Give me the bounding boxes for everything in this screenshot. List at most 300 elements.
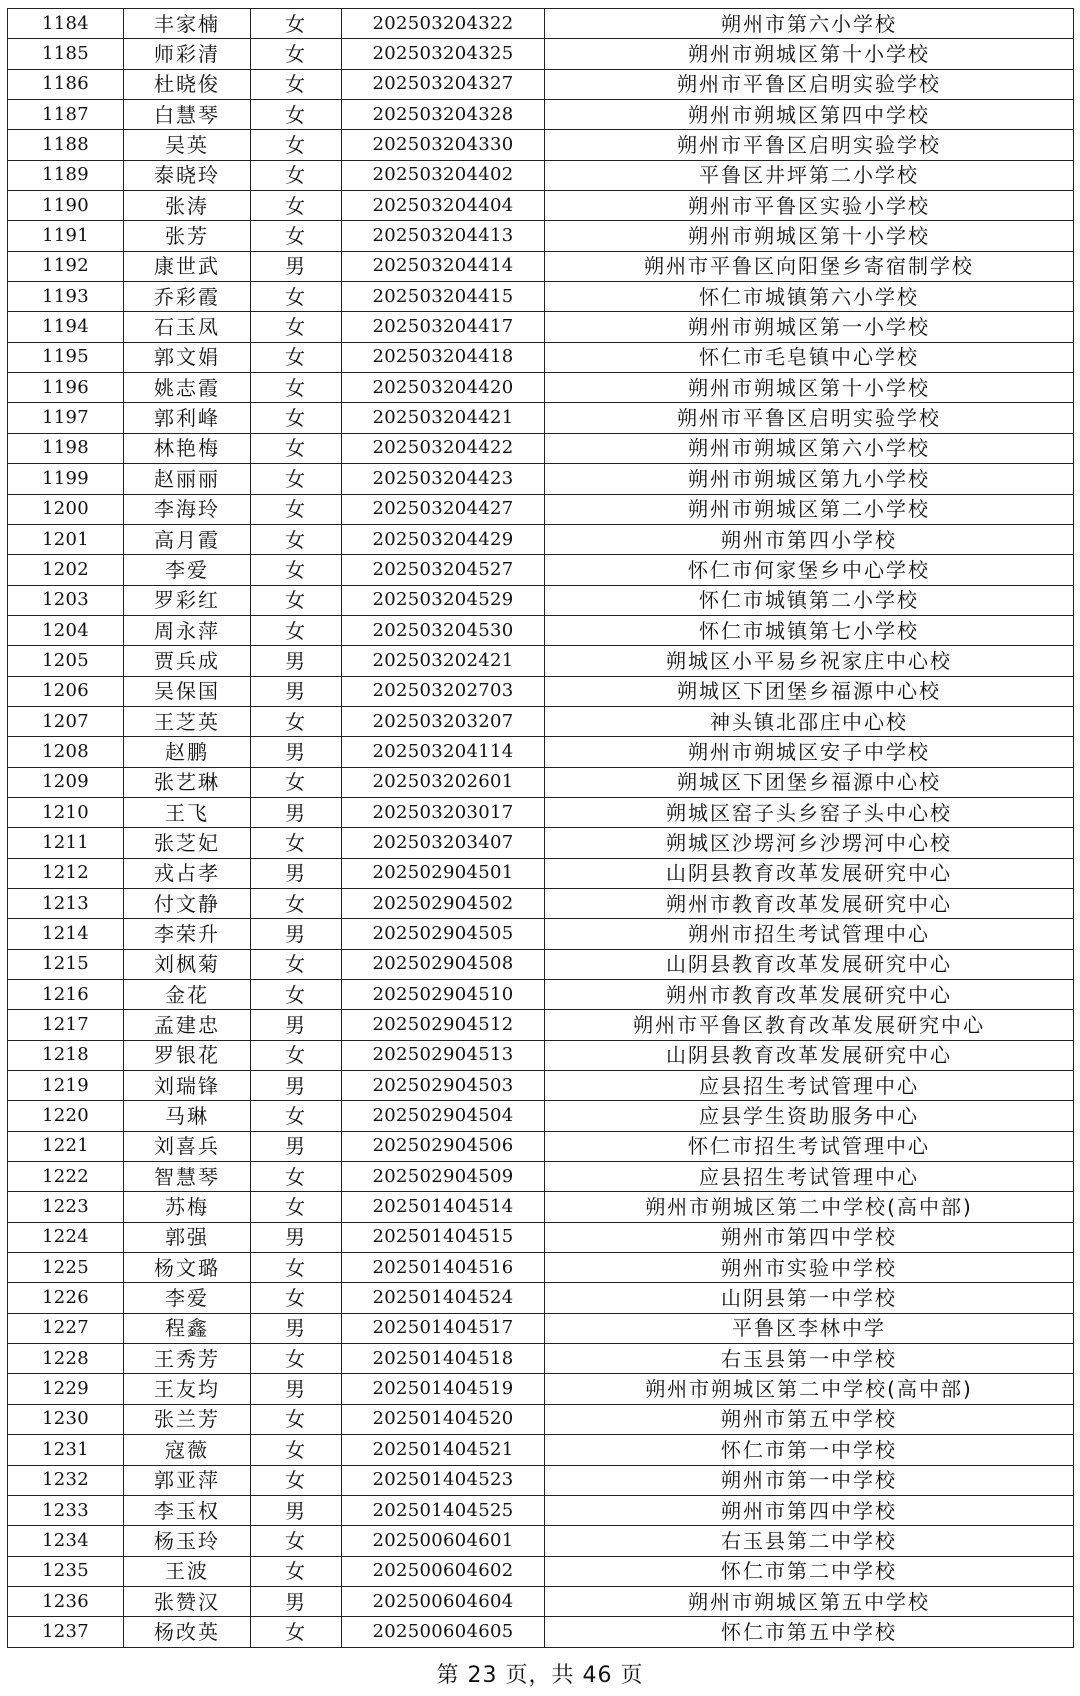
gender-cell: 男	[251, 251, 342, 281]
gender-cell: 女	[251, 282, 342, 312]
school-cell: 怀仁市第二中学校	[545, 1556, 1074, 1586]
row-number-cell: 1235	[8, 1556, 124, 1586]
name-cell: 金花	[124, 980, 251, 1010]
gender-cell: 女	[251, 403, 342, 433]
row-number-cell: 1236	[8, 1586, 124, 1616]
table-row	[8, 646, 1074, 676]
exam-id-cell: 202502904505	[342, 919, 545, 949]
school-cell: 平鲁区李林中学	[545, 1313, 1074, 1343]
row-number-cell: 1212	[8, 858, 124, 888]
name-cell: 师彩清	[124, 39, 251, 69]
gender-cell: 男	[251, 1313, 342, 1343]
name-cell: 王友均	[124, 1374, 251, 1404]
school-cell: 朔州市第四中学校	[545, 1222, 1074, 1252]
name-cell: 孟建忠	[124, 1010, 251, 1040]
row-number-cell: 1223	[8, 1192, 124, 1222]
name-cell: 郭强	[124, 1222, 251, 1252]
row-number-cell: 1188	[8, 130, 124, 160]
name-cell: 乔彩霞	[124, 282, 251, 312]
gender-cell: 女	[251, 69, 342, 99]
table-row	[8, 464, 1074, 494]
table-row	[8, 373, 1074, 403]
name-cell: 付文静	[124, 888, 251, 918]
exam-id-cell: 202502904501	[342, 858, 545, 888]
row-number-cell: 1189	[8, 160, 124, 190]
table-row	[8, 1253, 1074, 1283]
exam-id-cell: 202502904506	[342, 1131, 545, 1161]
school-cell: 应县招生考试管理中心	[545, 1162, 1074, 1192]
table-row	[8, 221, 1074, 251]
row-number-cell: 1201	[8, 524, 124, 554]
exam-id-cell: 202503204529	[342, 585, 545, 615]
school-cell: 朔州市朔城区第五中学校	[545, 1586, 1074, 1616]
table-row	[8, 1586, 1074, 1616]
school-cell: 朔州市第六小学校	[545, 9, 1074, 39]
gender-cell: 男	[251, 1495, 342, 1525]
table-row	[8, 1192, 1074, 1222]
row-number-cell: 1226	[8, 1283, 124, 1313]
school-cell: 朔州市第四小学校	[545, 524, 1074, 554]
school-cell: 朔州市朔城区第十小学校	[545, 373, 1074, 403]
exam-id-cell: 202501404518	[342, 1344, 545, 1374]
table-row	[8, 858, 1074, 888]
gender-cell: 女	[251, 1556, 342, 1586]
name-cell: 贾兵成	[124, 646, 251, 676]
school-cell: 朔州市朔城区第二小学校	[545, 494, 1074, 524]
row-number-cell: 1197	[8, 403, 124, 433]
table-row	[8, 342, 1074, 372]
row-number-cell: 1217	[8, 1010, 124, 1040]
row-number-cell: 1205	[8, 646, 124, 676]
gender-cell: 女	[251, 888, 342, 918]
gender-cell: 女	[251, 1344, 342, 1374]
exam-id-cell: 202503203017	[342, 797, 545, 827]
gender-cell: 女	[251, 312, 342, 342]
name-cell: 智慧琴	[124, 1162, 251, 1192]
name-cell: 杨改英	[124, 1617, 251, 1647]
school-cell: 朔州市朔城区第四中学校	[545, 100, 1074, 130]
gender-cell: 男	[251, 1010, 342, 1040]
gender-cell: 男	[251, 1071, 342, 1101]
exam-id-cell: 202501404525	[342, 1495, 545, 1525]
school-cell: 山阴县教育改革发展研究中心	[545, 858, 1074, 888]
row-number-cell: 1211	[8, 828, 124, 858]
table-row	[8, 433, 1074, 463]
exam-id-cell: 202503204327	[342, 69, 545, 99]
gender-cell: 女	[251, 342, 342, 372]
table-row	[8, 1131, 1074, 1161]
gender-cell: 女	[251, 524, 342, 554]
row-number-cell: 1198	[8, 433, 124, 463]
table-row	[8, 9, 1074, 39]
school-cell: 山阴县第一中学校	[545, 1283, 1074, 1313]
row-number-cell: 1194	[8, 312, 124, 342]
school-cell: 朔州市朔城区第六小学校	[545, 433, 1074, 463]
row-number-cell: 1196	[8, 373, 124, 403]
gender-cell: 女	[251, 1040, 342, 1070]
name-cell: 李海玲	[124, 494, 251, 524]
row-number-cell: 1218	[8, 1040, 124, 1070]
exam-id-cell: 202501404524	[342, 1283, 545, 1313]
gender-cell: 女	[251, 1465, 342, 1495]
school-cell: 朔州市朔城区第二中学校(高中部)	[545, 1374, 1074, 1404]
table-row	[8, 251, 1074, 281]
exam-id-cell: 202503204413	[342, 221, 545, 251]
school-cell: 朔州市实验中学校	[545, 1253, 1074, 1283]
table-row	[8, 69, 1074, 99]
gender-cell: 女	[251, 100, 342, 130]
table-row	[8, 949, 1074, 979]
school-cell: 朔州市平鲁区教育改革发展研究中心	[545, 1010, 1074, 1040]
exam-id-cell: 202501404523	[342, 1465, 545, 1495]
name-cell: 罗银花	[124, 1040, 251, 1070]
table-row	[8, 1101, 1074, 1131]
name-cell: 吴英	[124, 130, 251, 160]
school-cell: 怀仁市毛皂镇中心学校	[545, 342, 1074, 372]
exam-id-cell: 202502904504	[342, 1101, 545, 1131]
table-row	[8, 1404, 1074, 1434]
gender-cell: 女	[251, 464, 342, 494]
exam-id-cell: 202500604602	[342, 1556, 545, 1586]
row-number-cell: 1199	[8, 464, 124, 494]
name-cell: 赵丽丽	[124, 464, 251, 494]
school-cell: 朔州市平鲁区向阳堡乡寄宿制学校	[545, 251, 1074, 281]
row-number-cell: 1185	[8, 39, 124, 69]
table-row	[8, 1435, 1074, 1465]
table-row	[8, 1162, 1074, 1192]
exam-id-cell: 202500604604	[342, 1586, 545, 1616]
gender-cell: 女	[251, 1253, 342, 1283]
school-cell: 朔州市平鲁区启明实验学校	[545, 403, 1074, 433]
school-cell: 怀仁市招生考试管理中心	[545, 1131, 1074, 1161]
gender-cell: 男	[251, 646, 342, 676]
gender-cell: 女	[251, 585, 342, 615]
name-cell: 杜晓俊	[124, 69, 251, 99]
exam-id-cell: 202503204415	[342, 282, 545, 312]
gender-cell: 女	[251, 949, 342, 979]
gender-cell: 男	[251, 1374, 342, 1404]
name-cell: 苏梅	[124, 1192, 251, 1222]
gender-cell: 女	[251, 191, 342, 221]
exam-id-cell: 202503202421	[342, 646, 545, 676]
exam-id-cell: 202503204417	[342, 312, 545, 342]
row-number-cell: 1234	[8, 1526, 124, 1556]
row-number-cell: 1237	[8, 1617, 124, 1647]
table-row	[8, 615, 1074, 645]
gender-cell: 男	[251, 797, 342, 827]
table-row	[8, 706, 1074, 736]
gender-cell: 女	[251, 1283, 342, 1313]
table-row	[8, 1222, 1074, 1252]
row-number-cell: 1192	[8, 251, 124, 281]
row-number-cell: 1190	[8, 191, 124, 221]
table-row	[8, 888, 1074, 918]
exam-id-cell: 202503204427	[342, 494, 545, 524]
row-number-cell: 1222	[8, 1162, 124, 1192]
row-number-cell: 1184	[8, 9, 124, 39]
exam-id-cell: 202502904509	[342, 1162, 545, 1192]
gender-cell: 男	[251, 737, 342, 767]
row-number-cell: 1204	[8, 615, 124, 645]
exam-id-cell: 202502904513	[342, 1040, 545, 1070]
table-row	[8, 160, 1074, 190]
gender-cell: 女	[251, 1526, 342, 1556]
row-number-cell: 1209	[8, 767, 124, 797]
name-cell: 马琳	[124, 1101, 251, 1131]
school-cell: 朔州市平鲁区启明实验学校	[545, 130, 1074, 160]
table-row	[8, 1040, 1074, 1070]
gender-cell: 女	[251, 615, 342, 645]
row-number-cell: 1229	[8, 1374, 124, 1404]
school-cell: 朔州市平鲁区启明实验学校	[545, 69, 1074, 99]
table-row	[8, 1344, 1074, 1374]
school-cell: 朔州市招生考试管理中心	[545, 919, 1074, 949]
name-cell: 刘瑞锋	[124, 1071, 251, 1101]
name-cell: 石玉凤	[124, 312, 251, 342]
exam-id-cell: 202502904510	[342, 980, 545, 1010]
name-cell: 戎占孝	[124, 858, 251, 888]
table-row	[8, 1617, 1074, 1647]
name-cell: 高月霞	[124, 524, 251, 554]
gender-cell: 女	[251, 160, 342, 190]
school-cell: 朔州市朔城区第二中学校(高中部)	[545, 1192, 1074, 1222]
table-row	[8, 1526, 1074, 1556]
gender-cell: 男	[251, 676, 342, 706]
exam-id-cell: 202503204114	[342, 737, 545, 767]
row-number-cell: 1221	[8, 1131, 124, 1161]
name-cell: 张赞汉	[124, 1586, 251, 1616]
exam-id-cell: 202503204421	[342, 403, 545, 433]
exam-id-cell: 202503204330	[342, 130, 545, 160]
row-number-cell: 1210	[8, 797, 124, 827]
row-number-cell: 1231	[8, 1435, 124, 1465]
school-cell: 怀仁市城镇第二小学校	[545, 585, 1074, 615]
name-cell: 杨玉玲	[124, 1526, 251, 1556]
exam-id-cell: 202501404515	[342, 1222, 545, 1252]
name-cell: 王波	[124, 1556, 251, 1586]
name-cell: 寇薇	[124, 1435, 251, 1465]
gender-cell: 女	[251, 767, 342, 797]
school-cell: 平鲁区井坪第二小学校	[545, 160, 1074, 190]
row-number-cell: 1193	[8, 282, 124, 312]
school-cell: 朔城区下团堡乡福源中心校	[545, 767, 1074, 797]
row-number-cell: 1191	[8, 221, 124, 251]
gender-cell: 男	[251, 858, 342, 888]
exam-id-cell: 202501404514	[342, 1192, 545, 1222]
table-row	[8, 1313, 1074, 1343]
row-number-cell: 1219	[8, 1071, 124, 1101]
row-number-cell: 1200	[8, 494, 124, 524]
exam-id-cell: 202503202703	[342, 676, 545, 706]
row-number-cell: 1220	[8, 1101, 124, 1131]
table-row	[8, 676, 1074, 706]
table-row	[8, 39, 1074, 69]
exam-id-cell: 202503202601	[342, 767, 545, 797]
table-row	[8, 130, 1074, 160]
gender-cell: 男	[251, 919, 342, 949]
name-cell: 李爱	[124, 1283, 251, 1313]
school-cell: 怀仁市何家堡乡中心学校	[545, 555, 1074, 585]
gender-cell: 女	[251, 1192, 342, 1222]
table-row	[8, 1283, 1074, 1313]
row-number-cell: 1207	[8, 706, 124, 736]
table-row	[8, 191, 1074, 221]
name-cell: 郭亚萍	[124, 1465, 251, 1495]
gender-cell: 女	[251, 433, 342, 463]
row-number-cell: 1208	[8, 737, 124, 767]
school-cell: 朔州市第五中学校	[545, 1404, 1074, 1434]
row-number-cell: 1206	[8, 676, 124, 706]
school-cell: 朔州市朔城区第九小学校	[545, 464, 1074, 494]
row-number-cell: 1214	[8, 919, 124, 949]
school-cell: 怀仁市城镇第六小学校	[545, 282, 1074, 312]
name-cell: 李玉权	[124, 1495, 251, 1525]
exam-id-cell: 202501404519	[342, 1374, 545, 1404]
name-cell: 李爱	[124, 555, 251, 585]
exam-id-cell: 202500604601	[342, 1526, 545, 1556]
name-cell: 张艺琳	[124, 767, 251, 797]
gender-cell: 女	[251, 1101, 342, 1131]
row-number-cell: 1215	[8, 949, 124, 979]
gender-cell: 女	[251, 39, 342, 69]
table-row	[8, 403, 1074, 433]
name-cell: 张兰芳	[124, 1404, 251, 1434]
exam-id-cell: 202501404520	[342, 1404, 545, 1434]
table-row	[8, 980, 1074, 1010]
name-cell: 郭利峰	[124, 403, 251, 433]
name-cell: 泰晓玲	[124, 160, 251, 190]
row-number-cell: 1224	[8, 1222, 124, 1252]
exam-id-cell: 202503204423	[342, 464, 545, 494]
exam-id-cell: 202503204404	[342, 191, 545, 221]
table-row	[8, 797, 1074, 827]
exam-id-cell: 202503204420	[342, 373, 545, 403]
gender-cell: 女	[251, 221, 342, 251]
row-number-cell: 1216	[8, 980, 124, 1010]
row-number-cell: 1186	[8, 69, 124, 99]
gender-cell: 女	[251, 1435, 342, 1465]
table-row	[8, 1010, 1074, 1040]
table-row	[8, 1556, 1074, 1586]
table-row	[8, 919, 1074, 949]
name-cell: 张涛	[124, 191, 251, 221]
table-row	[8, 312, 1074, 342]
school-cell: 山阴县教育改革发展研究中心	[545, 949, 1074, 979]
school-cell: 应县招生考试管理中心	[545, 1071, 1074, 1101]
table-row	[8, 282, 1074, 312]
table-row	[8, 767, 1074, 797]
school-cell: 朔州市朔城区第十小学校	[545, 39, 1074, 69]
name-cell: 郭文娟	[124, 342, 251, 372]
school-cell: 朔州市第一中学校	[545, 1465, 1074, 1495]
school-cell: 朔州市第四中学校	[545, 1495, 1074, 1525]
gender-cell: 男	[251, 1131, 342, 1161]
school-cell: 朔州市教育改革发展研究中心	[545, 980, 1074, 1010]
name-cell: 罗彩红	[124, 585, 251, 615]
gender-cell: 女	[251, 706, 342, 736]
name-cell: 程鑫	[124, 1313, 251, 1343]
name-cell: 张芝妃	[124, 828, 251, 858]
exam-id-cell: 202502904512	[342, 1010, 545, 1040]
table-row	[8, 1071, 1074, 1101]
exam-id-cell: 202503204422	[342, 433, 545, 463]
school-cell: 应县学生资助服务中心	[545, 1101, 1074, 1131]
row-number-cell: 1202	[8, 555, 124, 585]
roster-table-body	[8, 9, 1074, 1648]
gender-cell: 男	[251, 1586, 342, 1616]
exam-id-cell: 202501404516	[342, 1253, 545, 1283]
school-cell: 朔州市朔城区第十小学校	[545, 221, 1074, 251]
school-cell: 右玉县第一中学校	[545, 1344, 1074, 1374]
table-row	[8, 555, 1074, 585]
school-cell: 朔城区窑子头乡窑子头中心校	[545, 797, 1074, 827]
name-cell: 刘枫菊	[124, 949, 251, 979]
gender-cell: 女	[251, 130, 342, 160]
name-cell: 林艳梅	[124, 433, 251, 463]
gender-cell: 女	[251, 9, 342, 39]
name-cell: 姚志霞	[124, 373, 251, 403]
name-cell: 王芝英	[124, 706, 251, 736]
exam-id-cell: 202503204414	[342, 251, 545, 281]
name-cell: 张芳	[124, 221, 251, 251]
school-cell: 朔州市朔城区安子中学校	[545, 737, 1074, 767]
table-row	[8, 1465, 1074, 1495]
name-cell: 赵鹏	[124, 737, 251, 767]
table-row	[8, 1495, 1074, 1525]
school-cell: 怀仁市第一中学校	[545, 1435, 1074, 1465]
school-cell: 朔州市朔城区第一小学校	[545, 312, 1074, 342]
school-cell: 朔城区下团堡乡福源中心校	[545, 676, 1074, 706]
row-number-cell: 1213	[8, 888, 124, 918]
school-cell: 朔城区小平易乡祝家庄中心校	[545, 646, 1074, 676]
school-cell: 怀仁市城镇第七小学校	[545, 615, 1074, 645]
name-cell: 吴保国	[124, 676, 251, 706]
row-number-cell: 1228	[8, 1344, 124, 1374]
table-row	[8, 585, 1074, 615]
gender-cell: 女	[251, 373, 342, 403]
row-number-cell: 1225	[8, 1253, 124, 1283]
exam-id-cell: 202500604605	[342, 1617, 545, 1647]
row-number-cell: 1195	[8, 342, 124, 372]
exam-id-cell: 202503204418	[342, 342, 545, 372]
school-cell: 朔城区沙塄河乡沙塄河中心校	[545, 828, 1074, 858]
name-cell: 白慧琴	[124, 100, 251, 130]
exam-id-cell: 202503204322	[342, 9, 545, 39]
school-cell: 朔州市平鲁区实验小学校	[545, 191, 1074, 221]
exam-id-cell: 202502904508	[342, 949, 545, 979]
exam-id-cell: 202503204325	[342, 39, 545, 69]
row-number-cell: 1227	[8, 1313, 124, 1343]
name-cell: 康世武	[124, 251, 251, 281]
exam-id-cell: 202503203407	[342, 828, 545, 858]
exam-id-cell: 202501404517	[342, 1313, 545, 1343]
table-row	[8, 524, 1074, 554]
gender-cell: 女	[251, 494, 342, 524]
exam-id-cell: 202503204527	[342, 555, 545, 585]
page-number-footer: 第 23 页，共 46 页	[436, 1663, 644, 1688]
name-cell: 周永萍	[124, 615, 251, 645]
exam-id-cell: 202503204429	[342, 524, 545, 554]
name-cell: 刘喜兵	[124, 1131, 251, 1161]
table-row	[8, 737, 1074, 767]
name-cell: 李荣升	[124, 919, 251, 949]
roster-table	[7, 8, 1074, 1648]
gender-cell: 女	[251, 828, 342, 858]
exam-id-cell: 202503204328	[342, 100, 545, 130]
school-cell: 右玉县第二中学校	[545, 1526, 1074, 1556]
gender-cell: 女	[251, 1617, 342, 1647]
table-row	[8, 828, 1074, 858]
